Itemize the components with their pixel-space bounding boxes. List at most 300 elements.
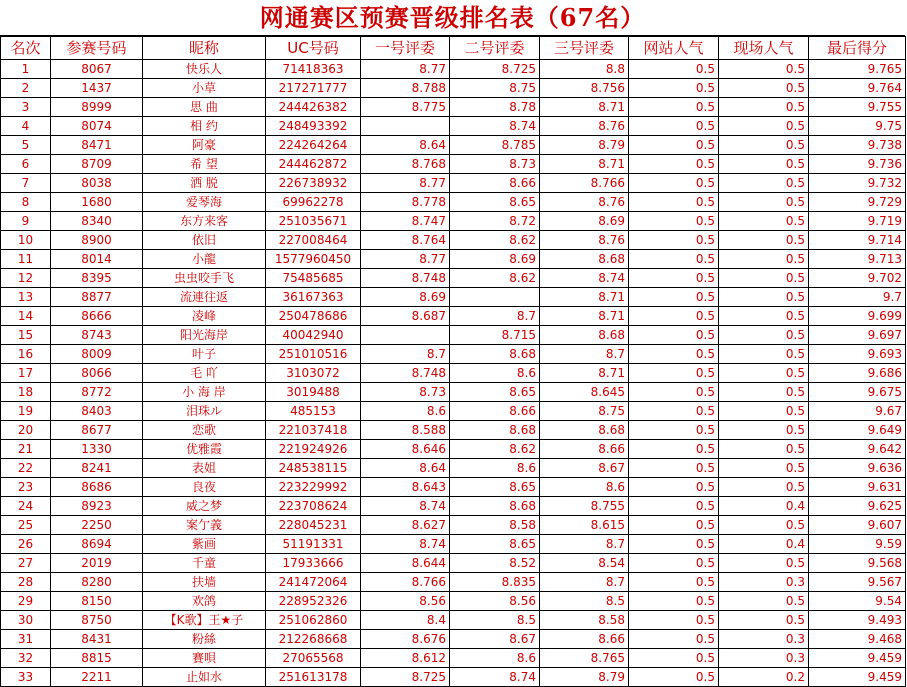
- cell-nickname: 小草: [143, 79, 266, 98]
- cell-final-score: 9.642: [809, 440, 906, 459]
- cell-judge-1: 8.687: [361, 307, 450, 326]
- header-uc-number: UC号码: [266, 37, 361, 60]
- cell-nickname: 阳光海岸: [143, 326, 266, 345]
- cell-live-popularity: 0.5: [719, 231, 809, 250]
- cell-judge-3: 8.71: [540, 307, 629, 326]
- cell-judge-1: 8.56: [361, 592, 450, 611]
- cell-judge-3: 8.755: [540, 497, 629, 516]
- cell-entry-number: 8471: [51, 136, 143, 155]
- cell-final-score: 9.625: [809, 497, 906, 516]
- cell-entry-number: 8014: [51, 250, 143, 269]
- cell-judge-2: 8.6: [450, 649, 540, 668]
- cell-live-popularity: 0.5: [719, 383, 809, 402]
- cell-uc-number: 17933666: [266, 554, 361, 573]
- cell-entry-number: 8241: [51, 459, 143, 478]
- cell-judge-3: 8.68: [540, 250, 629, 269]
- cell-uc-number: 227008464: [266, 231, 361, 250]
- cell-final-score: 9.714: [809, 231, 906, 250]
- cell-live-popularity: 0.5: [719, 592, 809, 611]
- cell-nickname: 洒 脱: [143, 174, 266, 193]
- cell-final-score: 9.459: [809, 668, 906, 687]
- cell-judge-2: 8.725: [450, 60, 540, 79]
- cell-judge-2: 8.72: [450, 212, 540, 231]
- cell-final-score: 9.732: [809, 174, 906, 193]
- cell-rank: 11: [1, 250, 51, 269]
- cell-web-popularity: 0.5: [629, 383, 719, 402]
- cell-live-popularity: 0.5: [719, 478, 809, 497]
- cell-final-score: 9.649: [809, 421, 906, 440]
- cell-entry-number: 8900: [51, 231, 143, 250]
- cell-entry-number: 1437: [51, 79, 143, 98]
- cell-rank: 33: [1, 668, 51, 687]
- cell-web-popularity: 0.5: [629, 421, 719, 440]
- cell-entry-number: 8815: [51, 649, 143, 668]
- cell-uc-number: 224264264: [266, 136, 361, 155]
- cell-rank: 32: [1, 649, 51, 668]
- cell-web-popularity: 0.5: [629, 364, 719, 383]
- cell-judge-1: 8.73: [361, 383, 450, 402]
- cell-web-popularity: 0.5: [629, 402, 719, 421]
- cell-judge-2: 8.68: [450, 421, 540, 440]
- cell-live-popularity: 0.2: [719, 668, 809, 687]
- cell-judge-1: 8.74: [361, 535, 450, 554]
- cell-nickname: 扶墙: [143, 573, 266, 592]
- cell-entry-number: 2019: [51, 554, 143, 573]
- cell-uc-number: 251010516: [266, 345, 361, 364]
- cell-judge-2: 8.65: [450, 478, 540, 497]
- cell-judge-1: 8.7: [361, 345, 450, 364]
- cell-rank: 26: [1, 535, 51, 554]
- cell-live-popularity: 0.5: [719, 136, 809, 155]
- cell-judge-2: 8.66: [450, 174, 540, 193]
- cell-rank: 28: [1, 573, 51, 592]
- cell-web-popularity: 0.5: [629, 250, 719, 269]
- cell-judge-3: 8.75: [540, 402, 629, 421]
- cell-uc-number: 248538115: [266, 459, 361, 478]
- cell-judge-2: 8.52: [450, 554, 540, 573]
- cell-live-popularity: 0.5: [719, 98, 809, 117]
- table-row: [1, 668, 906, 687]
- cell-rank: 30: [1, 611, 51, 630]
- table-row: [1, 573, 906, 592]
- cell-rank: 24: [1, 497, 51, 516]
- cell-rank: 6: [1, 155, 51, 174]
- cell-judge-2: 8.7: [450, 307, 540, 326]
- cell-live-popularity: 0.5: [719, 326, 809, 345]
- cell-judge-3: 8.756: [540, 79, 629, 98]
- table-row: [1, 212, 906, 231]
- cell-judge-3: 8.71: [540, 288, 629, 307]
- cell-nickname: 賽唄: [143, 649, 266, 668]
- table-row: [1, 497, 906, 516]
- cell-judge-2: 8.73: [450, 155, 540, 174]
- cell-web-popularity: 0.5: [629, 459, 719, 478]
- cell-uc-number: 485153: [266, 402, 361, 421]
- cell-judge-3: 8.6: [540, 478, 629, 497]
- cell-judge-1: 8.747: [361, 212, 450, 231]
- cell-rank: 23: [1, 478, 51, 497]
- cell-uc-number: 212268668: [266, 630, 361, 649]
- header-final-score: 最后得分: [809, 37, 906, 60]
- cell-uc-number: 221924926: [266, 440, 361, 459]
- cell-final-score: 9.468: [809, 630, 906, 649]
- table-row: [1, 117, 906, 136]
- cell-live-popularity: 0.5: [719, 174, 809, 193]
- cell-judge-3: 8.7: [540, 535, 629, 554]
- cell-judge-1: 8.69: [361, 288, 450, 307]
- cell-live-popularity: 0.5: [719, 250, 809, 269]
- cell-uc-number: 223708624: [266, 497, 361, 516]
- cell-judge-1: 8.778: [361, 193, 450, 212]
- table-row: [1, 383, 906, 402]
- cell-rank: 16: [1, 345, 51, 364]
- cell-judge-3: 8.68: [540, 326, 629, 345]
- cell-final-score: 9.764: [809, 79, 906, 98]
- cell-final-score: 9.736: [809, 155, 906, 174]
- table-row: [1, 364, 906, 383]
- cell-judge-2: 8.62: [450, 269, 540, 288]
- header-web-popularity: 网站人气: [629, 37, 719, 60]
- cell-uc-number: 241472064: [266, 573, 361, 592]
- cell-web-popularity: 0.5: [629, 440, 719, 459]
- cell-live-popularity: 0.3: [719, 630, 809, 649]
- cell-entry-number: 1330: [51, 440, 143, 459]
- cell-uc-number: 251613178: [266, 668, 361, 687]
- cell-entry-number: 8395: [51, 269, 143, 288]
- table-row: [1, 649, 906, 668]
- cell-judge-1: 8.74: [361, 497, 450, 516]
- cell-rank: 29: [1, 592, 51, 611]
- table-row: [1, 98, 906, 117]
- cell-final-score: 9.702: [809, 269, 906, 288]
- table-row: [1, 440, 906, 459]
- cell-final-score: 9.59: [809, 535, 906, 554]
- cell-judge-2: 8.74: [450, 668, 540, 687]
- cell-rank: 17: [1, 364, 51, 383]
- header-judge-2: 二号评委: [450, 37, 540, 60]
- cell-uc-number: 251062860: [266, 611, 361, 630]
- cell-rank: 21: [1, 440, 51, 459]
- table-row: [1, 231, 906, 250]
- table-row: [1, 174, 906, 193]
- cell-final-score: 9.459: [809, 649, 906, 668]
- cell-judge-1: 8.612: [361, 649, 450, 668]
- cell-judge-2: 8.715: [450, 326, 540, 345]
- cell-rank: 19: [1, 402, 51, 421]
- header-entry-number: 参赛号码: [51, 37, 143, 60]
- cell-entry-number: 8743: [51, 326, 143, 345]
- cell-uc-number: 250478686: [266, 307, 361, 326]
- cell-rank: 5: [1, 136, 51, 155]
- cell-judge-3: 8.76: [540, 193, 629, 212]
- cell-nickname: 止如水: [143, 668, 266, 687]
- cell-nickname: 相 约: [143, 117, 266, 136]
- cell-uc-number: 244426382: [266, 98, 361, 117]
- cell-judge-1: 8.766: [361, 573, 450, 592]
- cell-web-popularity: 0.5: [629, 79, 719, 98]
- cell-judge-2: 8.75: [450, 79, 540, 98]
- cell-nickname: 恋歌: [143, 421, 266, 440]
- cell-nickname: 威之梦: [143, 497, 266, 516]
- cell-judge-2: 8.65: [450, 535, 540, 554]
- cell-nickname: 小 海 岸: [143, 383, 266, 402]
- cell-judge-1: 8.646: [361, 440, 450, 459]
- cell-rank: 7: [1, 174, 51, 193]
- cell-live-popularity: 0.4: [719, 497, 809, 516]
- header-row: [1, 37, 906, 60]
- cell-judge-1: 8.748: [361, 269, 450, 288]
- header-rank: 名次: [1, 37, 51, 60]
- cell-web-popularity: 0.5: [629, 174, 719, 193]
- cell-live-popularity: 0.3: [719, 573, 809, 592]
- cell-judge-2: 8.66: [450, 402, 540, 421]
- cell-web-popularity: 0.5: [629, 155, 719, 174]
- cell-live-popularity: 0.4: [719, 535, 809, 554]
- table-row: [1, 630, 906, 649]
- cell-judge-3: 8.74: [540, 269, 629, 288]
- cell-rank: 27: [1, 554, 51, 573]
- cell-live-popularity: 0.5: [719, 611, 809, 630]
- cell-web-popularity: 0.5: [629, 649, 719, 668]
- cell-web-popularity: 0.5: [629, 60, 719, 79]
- cell-judge-1: 8.775: [361, 98, 450, 117]
- cell-live-popularity: 0.5: [719, 459, 809, 478]
- table-row: [1, 478, 906, 497]
- sheet-title: 网通赛区预赛晋级排名表（67名）: [0, 0, 905, 36]
- cell-judge-2: 8.5: [450, 611, 540, 630]
- cell-judge-1: 8.788: [361, 79, 450, 98]
- cell-live-popularity: 0.5: [719, 117, 809, 136]
- cell-judge-1: 8.725: [361, 668, 450, 687]
- cell-final-score: 9.675: [809, 383, 906, 402]
- cell-uc-number: 40042940: [266, 326, 361, 345]
- cell-judge-3: 8.66: [540, 630, 629, 649]
- cell-judge-3: 8.71: [540, 364, 629, 383]
- cell-judge-1: 8.748: [361, 364, 450, 383]
- cell-entry-number: 1680: [51, 193, 143, 212]
- cell-uc-number: 3103072: [266, 364, 361, 383]
- header-judge-1: 一号评委: [361, 37, 450, 60]
- cell-rank: 1: [1, 60, 51, 79]
- cell-web-popularity: 0.5: [629, 136, 719, 155]
- table-row: [1, 307, 906, 326]
- table-row: [1, 611, 906, 630]
- cell-judge-2: 8.62: [450, 231, 540, 250]
- cell-nickname: 依旧: [143, 231, 266, 250]
- table-row: [1, 535, 906, 554]
- cell-final-score: 9.765: [809, 60, 906, 79]
- cell-judge-2: 8.785: [450, 136, 540, 155]
- cell-entry-number: 8709: [51, 155, 143, 174]
- cell-uc-number: 36167363: [266, 288, 361, 307]
- cell-judge-1: 8.6: [361, 402, 450, 421]
- table-row: [1, 459, 906, 478]
- cell-judge-3: 8.8: [540, 60, 629, 79]
- cell-judge-1: 8.77: [361, 174, 450, 193]
- cell-web-popularity: 0.5: [629, 117, 719, 136]
- cell-judge-3: 8.615: [540, 516, 629, 535]
- cell-entry-number: 8923: [51, 497, 143, 516]
- cell-live-popularity: 0.5: [719, 193, 809, 212]
- cell-nickname: 良夜: [143, 478, 266, 497]
- cell-final-score: 9.755: [809, 98, 906, 117]
- cell-rank: 9: [1, 212, 51, 231]
- cell-judge-3: 8.67: [540, 459, 629, 478]
- table-row: [1, 79, 906, 98]
- cell-judge-3: 8.66: [540, 440, 629, 459]
- header-nickname: 昵称: [143, 37, 266, 60]
- cell-uc-number: 217271777: [266, 79, 361, 98]
- cell-live-popularity: 0.5: [719, 345, 809, 364]
- cell-judge-1: 8.644: [361, 554, 450, 573]
- cell-live-popularity: 0.5: [719, 554, 809, 573]
- cell-entry-number: 8150: [51, 592, 143, 611]
- cell-judge-2: 8.74: [450, 117, 540, 136]
- cell-live-popularity: 0.5: [719, 421, 809, 440]
- cell-judge-1: 8.764: [361, 231, 450, 250]
- cell-web-popularity: 0.5: [629, 212, 719, 231]
- cell-uc-number: 71418363: [266, 60, 361, 79]
- cell-nickname: 欢鸽: [143, 592, 266, 611]
- cell-entry-number: 8772: [51, 383, 143, 402]
- cell-nickname: 思 曲: [143, 98, 266, 117]
- cell-uc-number: 251035671: [266, 212, 361, 231]
- cell-judge-3: 8.68: [540, 421, 629, 440]
- cell-judge-1: 8.588: [361, 421, 450, 440]
- cell-uc-number: 244462872: [266, 155, 361, 174]
- cell-live-popularity: 0.5: [719, 364, 809, 383]
- cell-entry-number: 8067: [51, 60, 143, 79]
- cell-final-score: 9.697: [809, 326, 906, 345]
- cell-uc-number: 75485685: [266, 269, 361, 288]
- cell-uc-number: 223229992: [266, 478, 361, 497]
- cell-nickname: 泪珠ル: [143, 402, 266, 421]
- cell-web-popularity: 0.5: [629, 573, 719, 592]
- cell-judge-1: [361, 326, 450, 345]
- cell-entry-number: 8038: [51, 174, 143, 193]
- cell-live-popularity: 0.5: [719, 269, 809, 288]
- cell-nickname: 紫画: [143, 535, 266, 554]
- cell-judge-3: 8.7: [540, 573, 629, 592]
- ranking-table: [0, 36, 906, 687]
- cell-uc-number: 1577960450: [266, 250, 361, 269]
- cell-judge-3: 8.58: [540, 611, 629, 630]
- table-row: [1, 516, 906, 535]
- cell-judge-3: 8.766: [540, 174, 629, 193]
- cell-web-popularity: 0.5: [629, 592, 719, 611]
- cell-judge-1: 8.64: [361, 136, 450, 155]
- cell-live-popularity: 0.5: [719, 212, 809, 231]
- cell-uc-number: 248493392: [266, 117, 361, 136]
- cell-web-popularity: 0.5: [629, 535, 719, 554]
- cell-entry-number: 2211: [51, 668, 143, 687]
- table-row: [1, 421, 906, 440]
- cell-rank: 14: [1, 307, 51, 326]
- cell-judge-2: 8.68: [450, 345, 540, 364]
- cell-live-popularity: 0.3: [719, 649, 809, 668]
- cell-live-popularity: 0.5: [719, 60, 809, 79]
- cell-judge-3: 8.79: [540, 668, 629, 687]
- cell-final-score: 9.699: [809, 307, 906, 326]
- cell-rank: 31: [1, 630, 51, 649]
- cell-final-score: 9.631: [809, 478, 906, 497]
- cell-uc-number: 226738932: [266, 174, 361, 193]
- cell-judge-3: 8.5: [540, 592, 629, 611]
- cell-live-popularity: 0.5: [719, 402, 809, 421]
- cell-final-score: 9.693: [809, 345, 906, 364]
- cell-rank: 15: [1, 326, 51, 345]
- table-row: [1, 554, 906, 573]
- cell-entry-number: 8066: [51, 364, 143, 383]
- cell-nickname: 小龍: [143, 250, 266, 269]
- cell-nickname: 虫虫咬手飞: [143, 269, 266, 288]
- cell-rank: 3: [1, 98, 51, 117]
- cell-entry-number: 8877: [51, 288, 143, 307]
- cell-judge-3: 8.765: [540, 649, 629, 668]
- cell-nickname: 千童: [143, 554, 266, 573]
- cell-web-popularity: 0.5: [629, 193, 719, 212]
- table-row: [1, 288, 906, 307]
- cell-judge-3: 8.71: [540, 98, 629, 117]
- cell-entry-number: 8403: [51, 402, 143, 421]
- cell-rank: 20: [1, 421, 51, 440]
- cell-judge-2: 8.65: [450, 383, 540, 402]
- cell-judge-3: 8.69: [540, 212, 629, 231]
- header-live-popularity: 现场人气: [719, 37, 809, 60]
- cell-judge-1: 8.77: [361, 250, 450, 269]
- cell-nickname: 流連往返: [143, 288, 266, 307]
- cell-final-score: 9.729: [809, 193, 906, 212]
- cell-web-popularity: 0.5: [629, 668, 719, 687]
- cell-nickname: 爱琴海: [143, 193, 266, 212]
- cell-nickname: 阿豪: [143, 136, 266, 155]
- cell-judge-3: 8.79: [540, 136, 629, 155]
- cell-nickname: 【K歌】王★子: [143, 611, 266, 630]
- cell-web-popularity: 0.5: [629, 98, 719, 117]
- cell-web-popularity: 0.5: [629, 497, 719, 516]
- cell-judge-1: 8.4: [361, 611, 450, 630]
- cell-final-score: 9.567: [809, 573, 906, 592]
- cell-final-score: 9.607: [809, 516, 906, 535]
- cell-rank: 18: [1, 383, 51, 402]
- table-row: [1, 326, 906, 345]
- cell-final-score: 9.568: [809, 554, 906, 573]
- cell-rank: 8: [1, 193, 51, 212]
- cell-judge-2: 8.69: [450, 250, 540, 269]
- cell-judge-2: 8.58: [450, 516, 540, 535]
- cell-web-popularity: 0.5: [629, 611, 719, 630]
- cell-judge-1: 8.676: [361, 630, 450, 649]
- cell-live-popularity: 0.5: [719, 79, 809, 98]
- table-row: [1, 60, 906, 79]
- cell-final-score: 9.719: [809, 212, 906, 231]
- cell-web-popularity: 0.5: [629, 554, 719, 573]
- table-row: [1, 269, 906, 288]
- header-judge-3: 三号评委: [540, 37, 629, 60]
- table-row: [1, 136, 906, 155]
- cell-nickname: 叶子: [143, 345, 266, 364]
- cell-live-popularity: 0.5: [719, 288, 809, 307]
- cell-judge-2: [450, 288, 540, 307]
- cell-rank: 4: [1, 117, 51, 136]
- cell-final-score: 9.7: [809, 288, 906, 307]
- cell-web-popularity: 0.5: [629, 288, 719, 307]
- table-row: [1, 193, 906, 212]
- cell-uc-number: 3019488: [266, 383, 361, 402]
- cell-judge-1: 8.643: [361, 478, 450, 497]
- cell-nickname: 毛 吖: [143, 364, 266, 383]
- cell-uc-number: 27065568: [266, 649, 361, 668]
